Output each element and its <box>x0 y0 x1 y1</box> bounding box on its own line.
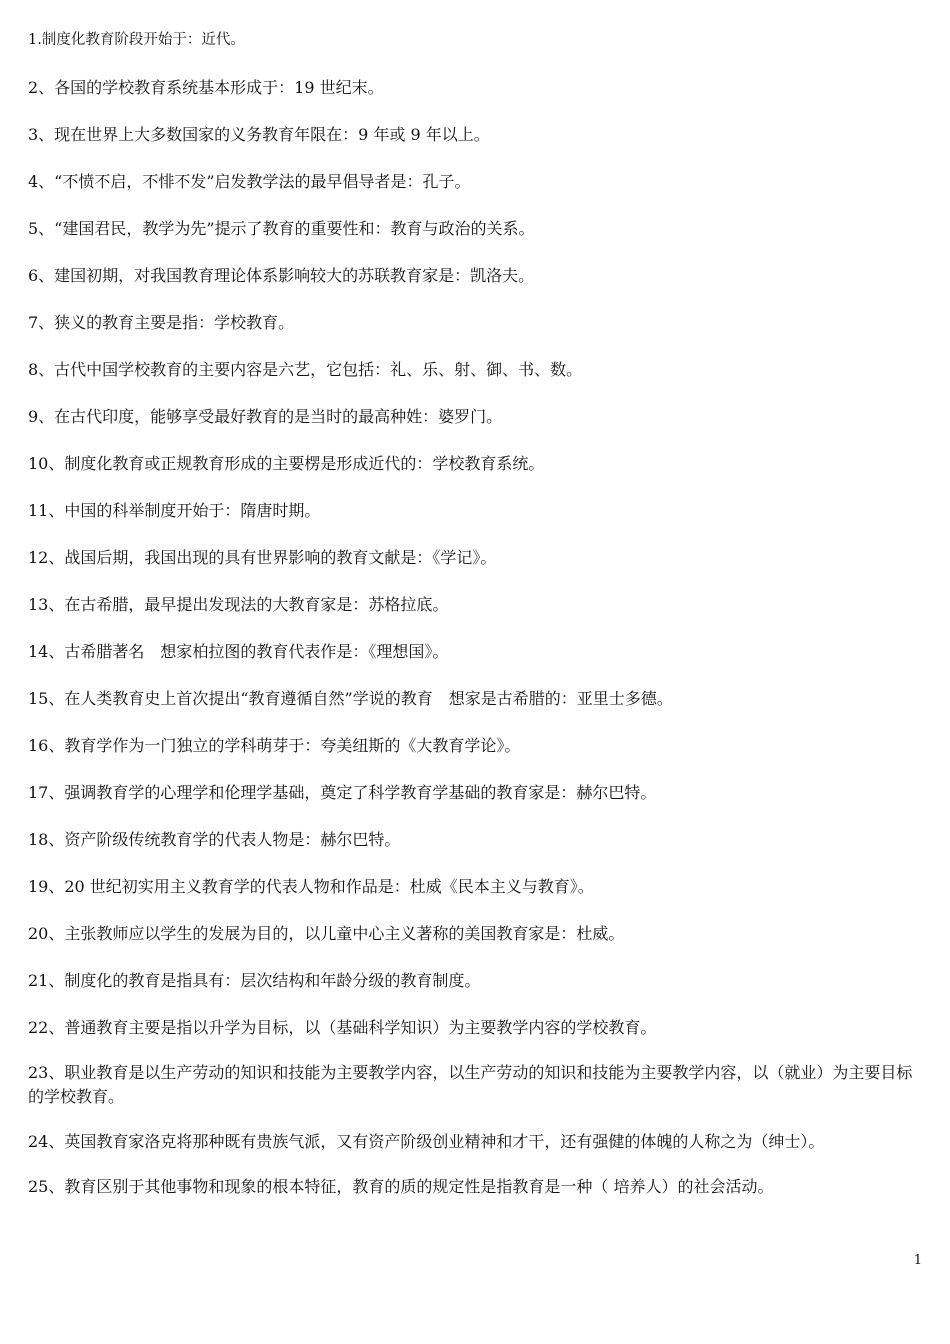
list-item: 16、教育学作为一门独立的学科萌芽于：夸美纽斯的《大教育学论》。 <box>28 736 521 755</box>
list-item: 12、战国后期，我国出现的具有世界影响的教育文献是：《学记》。 <box>28 548 497 567</box>
list-item: 3、现在世界上大多数国家的义务教育年限在：9 年或 9 年以上。 <box>28 125 490 144</box>
question-list <box>28 28 924 1220</box>
list-item: 5、“建国君民，教学为先”提示了教育的重要性和：教育与政治的关系。 <box>28 219 535 238</box>
list-item: 14、古希腊著名 想家柏拉图的教育代表作是：《理想国》。 <box>28 642 449 661</box>
list-item: 11、中国的科举制度开始于：隋唐时期。 <box>28 501 321 520</box>
list-item: 9、在古代印度，能够享受最好教育的是当时的最高种姓：婆罗门。 <box>28 407 503 426</box>
list-item: 13、在古希腊，最早提出发现法的大教育家是：苏格拉底。 <box>28 595 449 614</box>
list-item: 6、建国初期，对我国教育理论体系影响较大的苏联教育家是：凯洛夫。 <box>28 266 535 285</box>
list-item: 18、资产阶级传统教育学的代表人物是：赫尔巴特。 <box>28 830 401 849</box>
list-item: 23、职业教育是以生产劳动的知识和技能为主要教学内容，以生产劳动的知识和技能为主要教学内容，以（就业）为主要目标的学校教育。 <box>28 1063 913 1106</box>
list-item: 10、制度化教育或正规教育形成的主要楞是形成近代的：学校教育系统。 <box>28 454 545 473</box>
list-item: 15、在人类教育史上首次提出“教育遵循自然”学说的教育 想家是古希腊的：亚里士多德。 <box>28 689 673 708</box>
list-item: 25、教育区别于其他事物和现象的根本特征，教育的质的规定性是指教育是一种（ 培养人）的社会活动。 <box>28 1177 774 1196</box>
page-number: 1 <box>913 1253 922 1268</box>
list-item: 2、各国的学校教育系统基本形成于：19 世纪末。 <box>28 78 384 97</box>
list-item: 24、英国教育家洛克将那种既有贵族气派，又有资产阶级创业精神和才干，还有强健的体魄的人称之为（绅士）。 <box>28 1132 825 1151</box>
list-item: 21、制度化的教育是指具有：层次结构和年龄分级的教育制度。 <box>28 971 481 990</box>
list-item: 20、主张教师应以学生的发展为目的，以儿童中心主义著称的美国教育家是：杜威。 <box>28 924 625 943</box>
list-item: 7、狭义的教育主要是指：学校教育。 <box>28 313 295 332</box>
list-item: 4、“不愤不启，不悱不发”启发教学法的最早倡导者是：孔子。 <box>28 172 471 191</box>
list-item: 1.制度化教育阶段开始于：近代。 <box>28 32 245 48</box>
list-item: 22、普通教育主要是指以升学为目标，以（基础科学知识）为主要教学内容的学校教育。 <box>28 1018 657 1037</box>
list-item: 8、古代中国学校教育的主要内容是六艺，它包括：礼、乐、射、御、书、数。 <box>28 360 583 379</box>
list-item: 17、强调教育学的心理学和伦理学基础，奠定了科学教育学基础的教育家是：赫尔巴特。 <box>28 783 657 802</box>
list-item: 19、20 世纪初实用主义教育学的代表人物和作品是：杜威《民本主义与教育》。 <box>28 877 594 896</box>
